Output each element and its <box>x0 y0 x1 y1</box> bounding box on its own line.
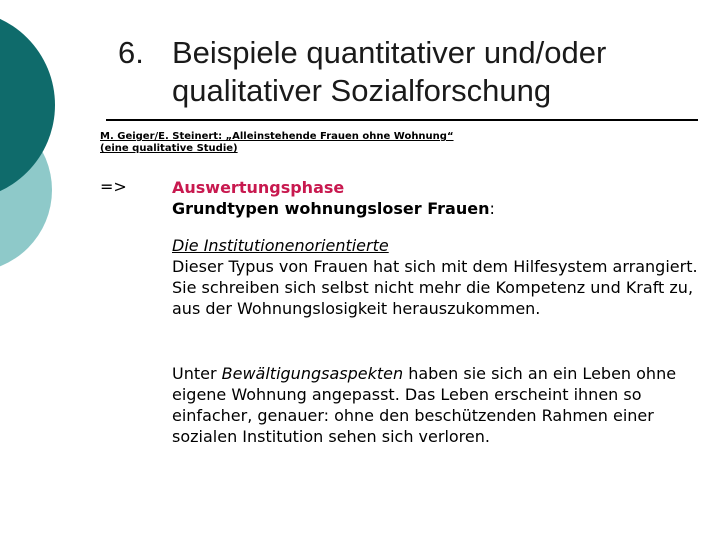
citation-line-1: M. Geiger/E. Steinert: „Alleinstehende Frauen ohne Wohnung“ <box>100 131 454 142</box>
decorative-circles <box>0 0 80 300</box>
phase-block <box>172 177 712 219</box>
title-line-2: qualitativer Sozialforschung <box>172 73 552 108</box>
type-heading: Die Institutionenorientierte <box>172 236 389 255</box>
coping-emphasis: Bewältigungsaspekten <box>221 364 404 383</box>
phase-label: Auswertungsphase <box>172 178 345 197</box>
citation-line-2: (eine qualitative Studie) <box>100 143 238 154</box>
title-line-1: Beispiele quantitativer und/oder <box>172 35 607 70</box>
phase-subtitle-colon: : <box>489 199 495 218</box>
arrow-marker: => <box>100 177 127 196</box>
title-number: 6. <box>118 35 144 70</box>
coping-paragraph <box>172 363 712 447</box>
type-text: Dieser Typus von Frauen hat sich mit dem Hilfesystem arrangiert. Sie schreiben sich selbst nicht mehr die Kompetenz und Kraft zu, aus der Wohnungslosigkeit herauszukommen. <box>172 257 698 318</box>
type-description <box>172 235 712 319</box>
title-divider <box>106 119 698 121</box>
coping-prefix: Unter <box>172 364 222 383</box>
source-citation <box>100 131 454 155</box>
phase-subtitle: Grundtypen wohnungsloser Frauen <box>172 199 490 218</box>
coping-text: haben sie sich an ein Leben ohne eigene Wohnung angepasst. Das Leben erscheint ihnen so einfacher, genauer: ohne den beschützenden Rahmen einer sozialen Institution sehen sich verloren. <box>172 364 677 446</box>
